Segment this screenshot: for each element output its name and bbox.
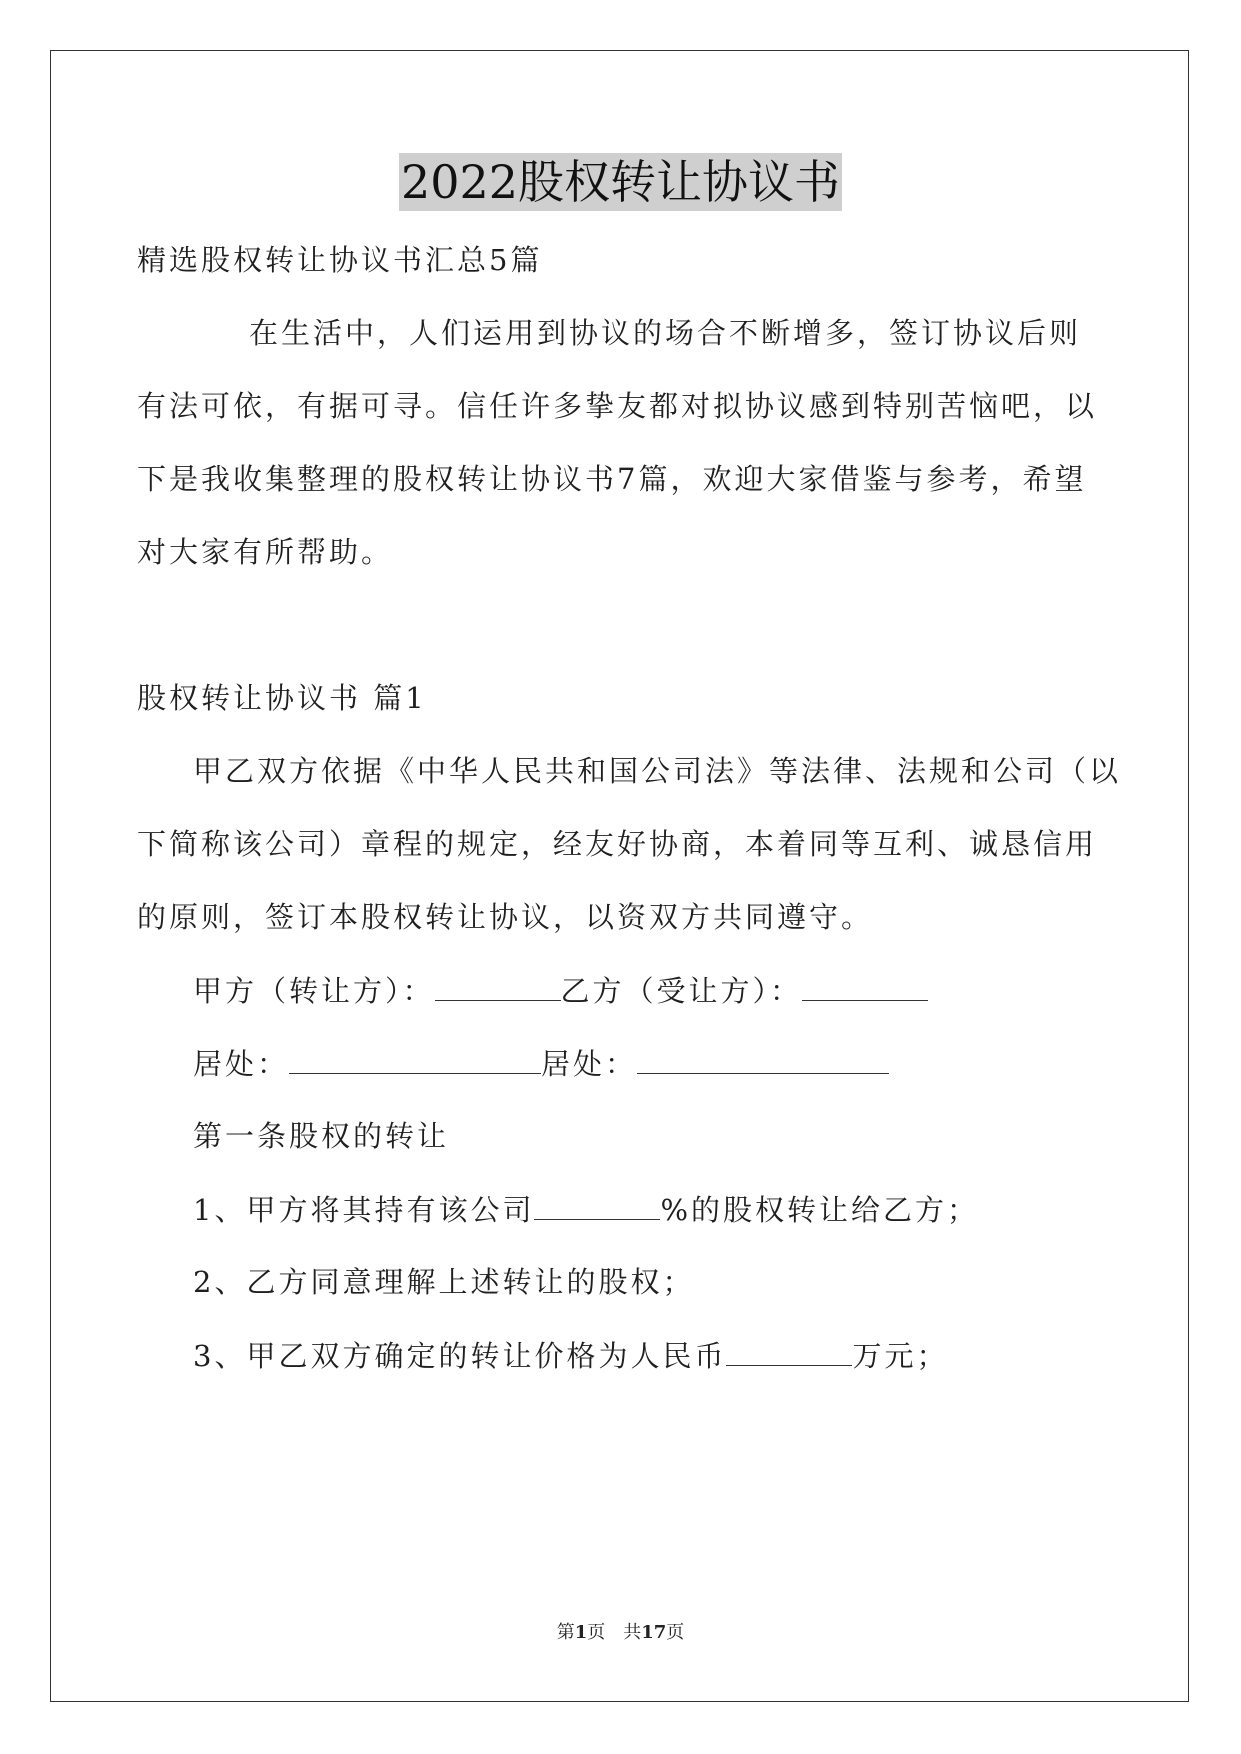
- residence-a-blank: [289, 1043, 541, 1074]
- footer-pre: 第: [556, 1622, 575, 1643]
- section-heading: 股权转让协议书 篇1: [137, 681, 427, 715]
- para1-line-3: 的原则，签订本股权转让协议，以资双方共同遵守。: [137, 900, 874, 934]
- intro-line-2: 有法可依，有据可寻。信任许多挚友都对拟协议感到特别苦恼吧，以: [137, 389, 1098, 423]
- item-3-prefix: 3、甲乙双方确定的转让价格为人民币: [193, 1339, 727, 1373]
- item-1: [193, 1189, 979, 1230]
- footer-page-number: 1: [574, 1622, 588, 1643]
- residence-b-blank: [637, 1043, 889, 1074]
- intro-line-3: 下是我收集整理的股权转让协议书7篇，欢迎大家借鉴与参考，希望: [137, 462, 1087, 496]
- document-title: 2022股权转让协议书: [400, 155, 841, 209]
- item-2: 2、乙方同意理解上述转让的股权；: [193, 1265, 695, 1299]
- item-3-blank: [726, 1335, 852, 1366]
- residence-b-label: 居处：: [541, 1047, 638, 1081]
- intro-line-4: 对大家有所帮助。: [137, 535, 394, 569]
- residence-line: [193, 1043, 889, 1084]
- party-b-blank: [802, 970, 928, 1001]
- item-1-blank: [534, 1189, 660, 1220]
- party-a-blank: [435, 970, 561, 1001]
- item-3: [193, 1335, 948, 1376]
- footer-mid: 页 共: [587, 1622, 642, 1643]
- footer-post: 页: [666, 1622, 685, 1643]
- footer-total-pages: 17: [641, 1622, 667, 1643]
- residence-a-label: 居处：: [193, 1047, 290, 1081]
- subtitle: 精选股权转让协议书汇总5篇: [137, 243, 543, 277]
- intro-line-1: 在生活中，人们运用到协议的场合不断增多，签订协议后则: [249, 316, 1082, 350]
- page-footer: [0, 1618, 1241, 1644]
- party-b-label: 乙方（受让方）：: [560, 974, 803, 1008]
- item-3-suffix: 万元；: [852, 1339, 949, 1373]
- article1-heading: 第一条股权的转让: [193, 1119, 450, 1153]
- title-wrap: [0, 153, 1241, 211]
- item-1-suffix: %的股权转让给乙方；: [660, 1193, 980, 1227]
- para1-line-1: 甲乙双方依据《中华人民共和国公司法》等法律、法规和公司（以: [193, 754, 1122, 788]
- party-a-label: 甲方（转让方）：: [193, 974, 435, 1008]
- page-border: [50, 50, 1189, 1702]
- para1-line-2: 下简称该公司）章程的规定，经友好协商，本着同等互利、诚恳信用: [137, 827, 1098, 861]
- item-1-prefix: 1、甲方将其持有该公司: [193, 1193, 535, 1227]
- parties-line: [193, 970, 928, 1011]
